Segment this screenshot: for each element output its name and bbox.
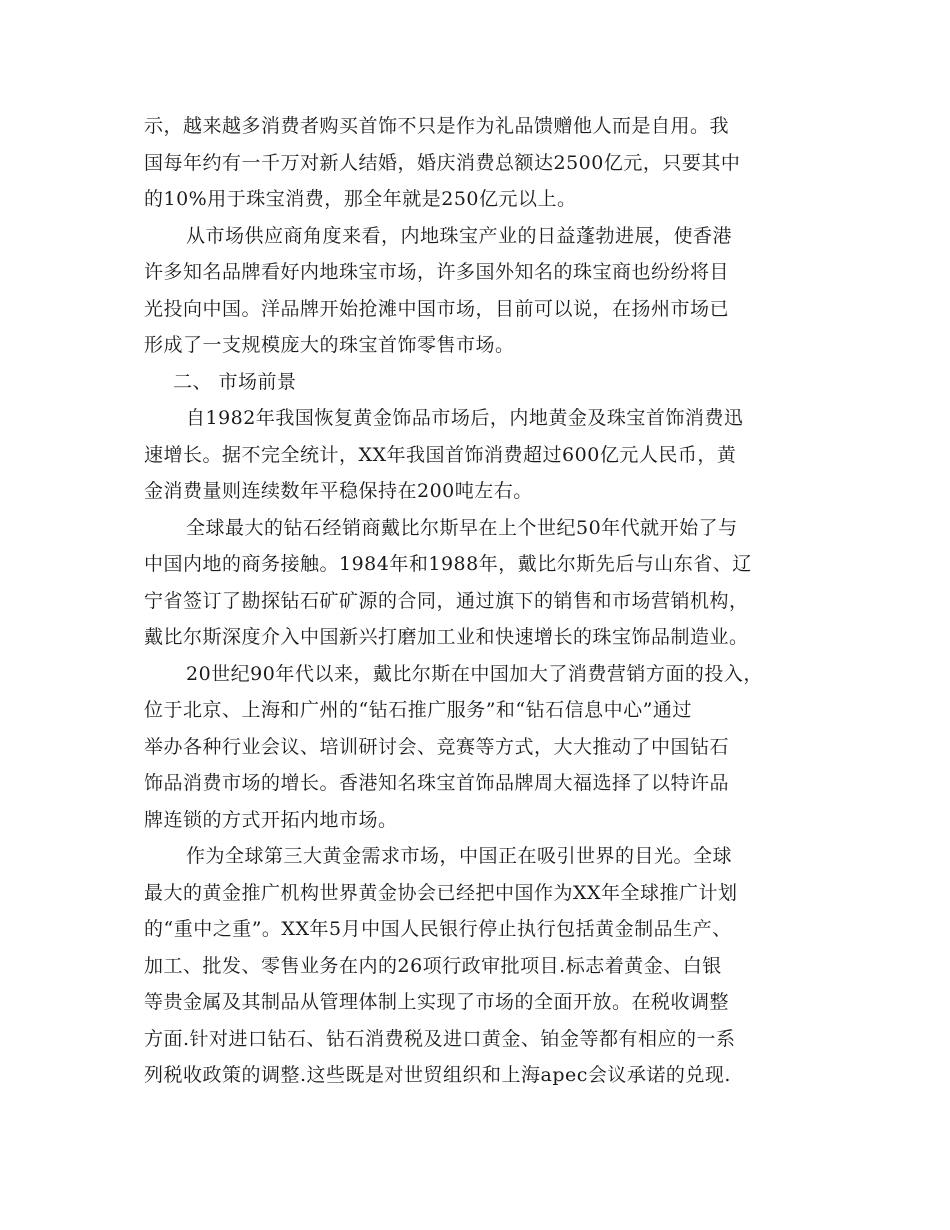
text-line: 牌连锁的方式开拓内地市场。 (144, 808, 398, 831)
text-line: 方面.针对进口钻石、钻石消费税及进口黄金、铂金等都有相应的一系 (144, 1027, 736, 1050)
text-line: 的10%用于珠宝消费，那全年就是250亿元以上。 (144, 188, 577, 210)
text-line: 作为全球第三大黄金需求市场，中国正在吸引世界的目光。全球 (186, 845, 733, 867)
text-line: 光投向中国。洋品牌开始抢滩中国市场，目前可以说，在扬州市场已 (144, 297, 730, 320)
text-line: 20世纪90年代以来，戴比尔斯在中国加大了消费营销方面的投入， (186, 662, 763, 685)
text-line: 最大的黄金推广机构世界黄金协会已经把中国作为XX年全球推广计划 (144, 881, 738, 904)
section-heading: 二、 市场前景 (173, 370, 297, 393)
text-line: 国每年约有一千万对新人结婚，婚庆消费总额达2500亿元，只要其中 (144, 151, 741, 174)
text-line: 列税收政策的调整.这些既是对世贸组织和上海apec会议承诺的兑现. (144, 1064, 731, 1086)
text-line: 等贵金属及其制品从管理体制上实现了市场的全面开放。在税收调整 (144, 991, 730, 1013)
text-line: 位于北京、上海和广州的“钻石推广服务”和“钻石信息中心”通过 (144, 699, 692, 721)
text-line: 金消费量则连续数年平稳保持在200吨左右。 (144, 480, 533, 502)
text-line: 自1982年我国恢复黄金饰品市场后，内地黄金及珠宝首饰消费迅 (186, 407, 744, 429)
text-line: 戴比尔斯深度介入中国新兴打磨加工业和快速增长的珠宝饰品制造业。 (144, 626, 749, 648)
text-line: 从市场供应商角度来看，内地珠宝产业的日益蓬勃进展，使香港 (186, 224, 733, 247)
text-line: 的“重中之重”。XX年5月中国人民银行停止执行包括黄金制品生产、 (144, 918, 732, 940)
text-line: 中国内地的商务接触。1984年和1988年，戴比尔斯先后与山东省、辽 (144, 553, 752, 575)
text-line: 形成了一支规模庞大的珠宝首饰零售市场。 (144, 334, 515, 356)
text-line: 加工、批发、零售业务在内的26项行政审批项目.标志着黄金、白银 (144, 954, 722, 977)
document-body (144, 108, 834, 1094)
text-line: 全球最大的钻石经销商戴比尔斯早在上个世纪50年代就开始了与 (186, 516, 738, 539)
text-line: 举办各种行业会议、培训研讨会、竞赛等方式，大大推动了中国钻石 (144, 735, 730, 758)
text-line: 速增长。据不完全统计，XX年我国首饰消费超过600亿元人民币，黄 (144, 443, 737, 466)
text-line: 饰品消费市场的增长。香港知名珠宝首饰品牌周大福选择了以特许品 (144, 772, 730, 794)
text-line: 许多知名品牌看好内地珠宝市场，许多国外知名的珠宝商也纷纷将目 (144, 261, 730, 283)
text-line: 示，越来越多消费者购买首饰不只是作为礼品馈赠他人而是自用。我 (144, 115, 730, 137)
text-line: 宁省签订了勘探钻石矿矿源的合同，通过旗下的销售和市场营销机构， (144, 589, 749, 612)
